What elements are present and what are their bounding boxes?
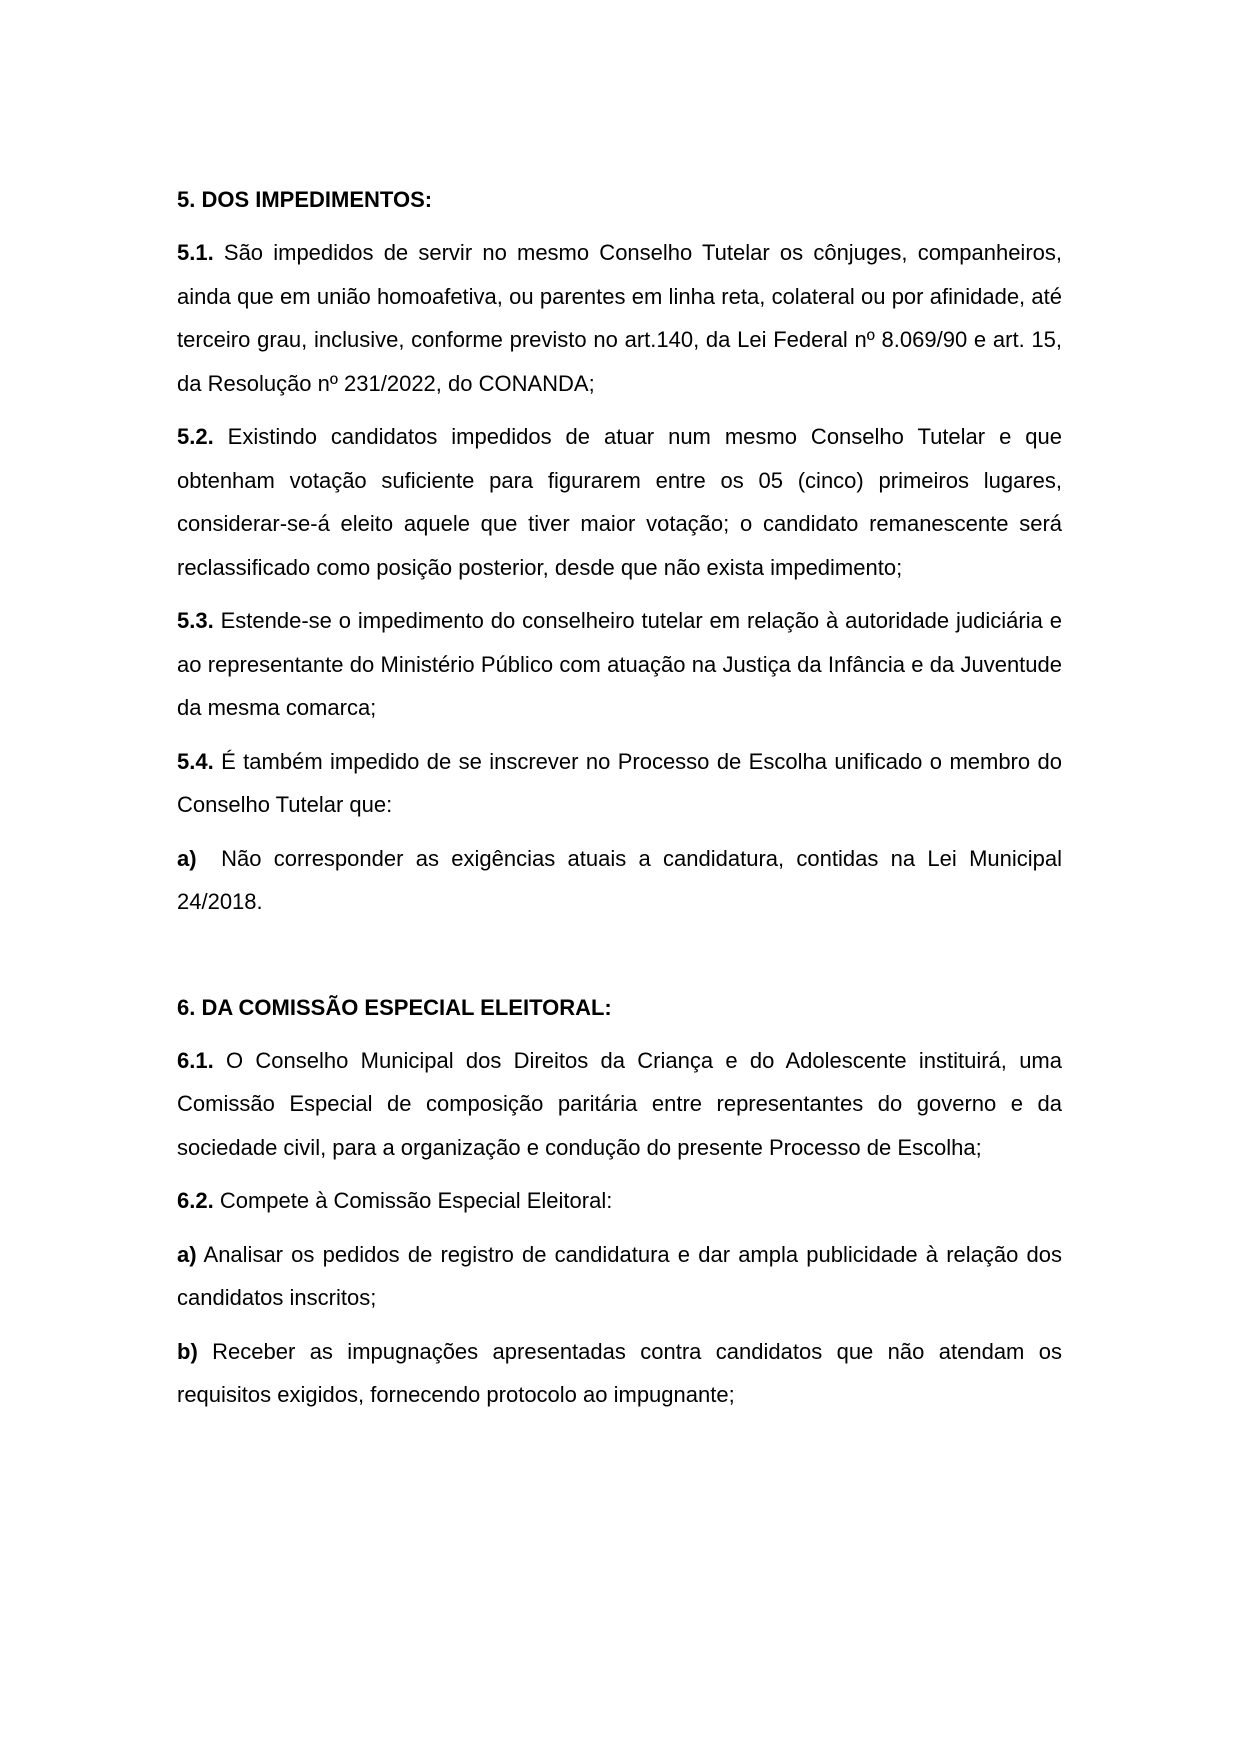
clause-text: O Conselho Municipal dos Direitos da Criança e do Adolescente instituirá, uma Comissão Especial de composição paritária entre representantes do governo e da sociedade civil, para a organização e condução do presente Processo de Escolha; (177, 1047, 1062, 1160)
clause-5-1 (177, 231, 1062, 405)
clause-number: 5.2. (177, 424, 214, 449)
clause-number: a) (177, 845, 197, 871)
clause-text: São impedidos de servir no mesmo Conselho Tutelar os cônjuges, companheiros, ainda que em união homoafetiva, ou parentes em linha reta, colateral ou por afinidade, até terceiro grau, inclusive, conforme previsto no art.140, da Lei Federal nº 8.069/90 e art. 15, da Resolução nº 231/2022, do CONANDA; (177, 240, 1062, 396)
clause-6-2 (177, 1179, 1062, 1223)
document-content (177, 178, 1069, 1427)
clause-5-3 (177, 599, 1062, 730)
clause-text: É também impedido de se inscrever no Processo de Escolha unificado o membro do Conselho Tutelar que: (177, 748, 1062, 817)
clause-number: a) (177, 1241, 197, 1267)
clause-text: Compete à Comissão Especial Eleitoral: (213, 1188, 613, 1213)
clause-number: 6.2. (177, 1188, 214, 1213)
section-6-heading: 6. DA COMISSÃO ESPECIAL ELEITORAL: (177, 994, 612, 1020)
clause-6-1 (177, 1039, 1062, 1170)
clause-6-2-b (177, 1330, 1062, 1417)
clause-text: Não corresponder as exigências atuais a candidatura, contidas na Lei Municipal 24/2018. (177, 845, 1069, 914)
clause-number: b) (177, 1338, 198, 1364)
section-spacer (177, 934, 1062, 986)
clause-number: 6.1. (177, 1047, 214, 1073)
clause-number: 5.1. (177, 240, 214, 265)
clause-5-4-a (177, 837, 1069, 924)
clause-text: Receber as impugnações apresentadas contra candidatos que não atendam os requisitos exigidos, fornecendo protocolo ao impugnante; (177, 1338, 1062, 1407)
section-5-heading: 5. DOS IMPEDIMENTOS: (177, 187, 433, 212)
clause-number: 5.4. (177, 748, 214, 774)
clause-5-4 (177, 740, 1062, 827)
clause-6-2-a (177, 1233, 1062, 1320)
clause-5-2 (177, 415, 1062, 589)
clause-text: Analisar os pedidos de registro de candidatura e dar ampla publicidade à relação dos candidatos inscritos; (177, 1241, 1062, 1310)
clause-text: Estende-se o impedimento do conselheiro tutelar em relação à autoridade judiciária e ao representante do Ministério Público com atuação na Justiça da Infância e da Juventude da mesma comarca; (177, 608, 1062, 720)
clause-text: Existindo candidatos impedidos de atuar num mesmo Conselho Tutelar e que obtenham votação suficiente para figurarem entre os 05 (cinco) primeiros lugares, considerar-se-á eleito aquele que tiver maior votação; o candidato remanescente será reclassificado como posição posterior, desde que não exista impedimento; (177, 424, 1062, 580)
clause-number: 5.3. (177, 608, 214, 633)
